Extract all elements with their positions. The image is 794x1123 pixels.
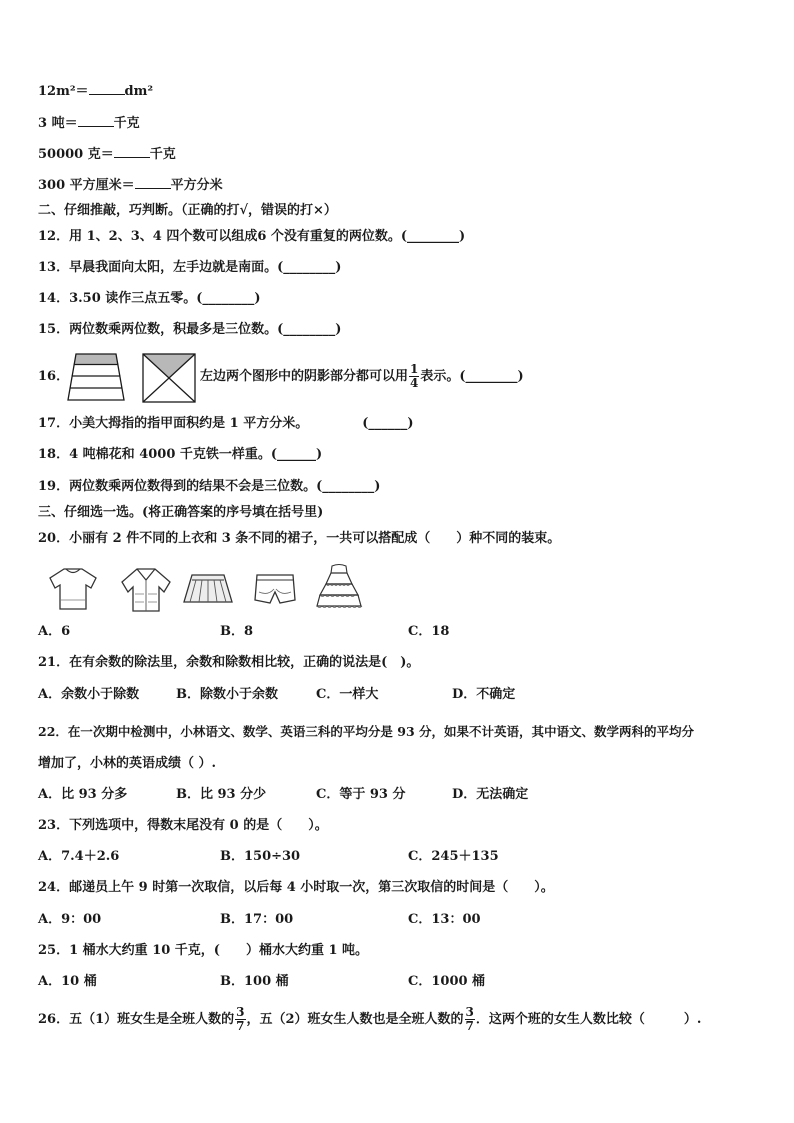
trapezoid-figure [66,352,126,404]
fill-line-2: 3 吨＝ 千克 [38,116,140,131]
option-c[interactable]: C．一样大 [316,687,379,702]
answer-blank[interactable] [78,114,114,127]
fill-line-4: 300 平方厘米＝ 平方分米 [38,178,223,193]
fraction-three-sevenths: $\frac{3}{7}$ [465,1005,474,1033]
question-15: 15．两位数乘两位数，积最多是三位数。(________) [38,322,342,337]
option-a[interactable]: A．余数小于除数 [38,687,140,702]
question-25: 25．1 桶水大约重 10 千克，( ）桶水大约重 1 吨。 [38,943,369,958]
section-3-heading: 三、仔细选一选。(将正确答案的序号填在括号里) [38,505,324,520]
question-13: 13．早晨我面向太阳，左手边就是南面。(________) [38,260,342,275]
option-c[interactable]: C．245＋135 [408,849,499,864]
option-b[interactable]: B．100 桶 [220,974,289,989]
question-26: 26．五（1）班女生是全班人数的 $\frac{3}{7}$ ，五（2）班女生人数也是全班人数的 $\frac{3}{7}$ ．这两个班的女生人数比较（ ）. [38,1005,702,1033]
option-b[interactable]: B．除数小于余数 [176,687,278,702]
section-2-heading: 二、仔细推敲，巧判断。（正确的打√，错误的打×） [38,203,337,218]
option-d[interactable]: D．不确定 [452,687,516,702]
option-a[interactable]: A．6 [38,624,71,639]
question-22-line-1: 22．在一次期中检测中，小林语文、数学、英语三科的平均分是 93 分，如果不计英语，其中语文、数学两科的平均分 [38,724,694,739]
question-21: 21．在有余数的除法里，余数和除数相比较，正确的说法是( )。 [38,655,420,670]
question-23: 23．下列选项中，得数末尾没有 0 的是（ ）。 [38,818,328,833]
option-a[interactable]: A．9：00 [38,912,102,927]
question-17: 17．小美大拇指的指甲面积约是 1 平方分米。 (______) [38,416,414,431]
question-22-line-2: 增加了，小林的英语成绩（ ）. [38,756,217,771]
answer-blank[interactable] [114,145,150,158]
question-14: 14．3.50 读作三点五零。(________) [38,291,261,306]
option-a[interactable]: A．7.4＋2.6 [38,849,120,864]
option-b[interactable]: B．8 [220,624,254,639]
option-c[interactable]: C．等于 93 分 [316,787,406,802]
option-b[interactable]: B．17：00 [220,912,294,927]
skirt-3-icon [314,562,364,610]
answer-blank[interactable] [89,82,125,95]
option-c[interactable]: C．1000 桶 [408,974,486,989]
option-d[interactable]: D．无法确定 [452,787,529,802]
skirt-2-icon [250,572,300,606]
fraction-three-sevenths: $\frac{3}{7}$ [236,1005,245,1033]
question-18: 18．4 吨棉花和 4000 千克铁一样重。(______) [38,447,323,462]
question-24: 24．邮递员上午 9 时第一次取信，以后每 4 小时取一次，第三次取信的时间是（ ）。 [38,880,554,895]
option-b[interactable]: B．比 93 分少 [176,787,267,802]
shirt-1-icon [46,566,100,612]
option-a[interactable]: A．比 93 分多 [38,787,128,802]
answer-blank[interactable] [135,176,171,189]
option-b[interactable]: B．150÷30 [220,849,301,864]
shirt-2-icon [118,566,174,614]
fraction-one-quarter: $\frac{1}{4}$ [410,362,419,390]
question-19: 19．两位数乘两位数得到的结果不会是三位数。(________) [38,479,381,494]
question-16-text: 左边两个图形中的阴影部分都可以用 $\frac{1}{4}$ 表示。(________) [200,362,524,390]
skirt-1-icon [180,572,236,606]
option-c[interactable]: C．18 [408,624,450,639]
fill-line-3: 50000 克＝ 千克 [38,147,176,162]
question-12: 12．用 1、2、3、4 四个数可以组成6 个没有重复的两位数。(________) [38,229,466,244]
option-c[interactable]: C．13：00 [408,912,481,927]
question-16-number: 16． [38,369,70,384]
fill-line-1: 12m²＝ dm² [38,84,154,99]
option-a[interactable]: A．10 桶 [38,974,97,989]
square-figure [141,352,197,404]
question-20: 20．小丽有 2 件不同的上衣和 3 条不同的裙子，一共可以搭配成（ ）种不同的装束。 [38,531,561,546]
